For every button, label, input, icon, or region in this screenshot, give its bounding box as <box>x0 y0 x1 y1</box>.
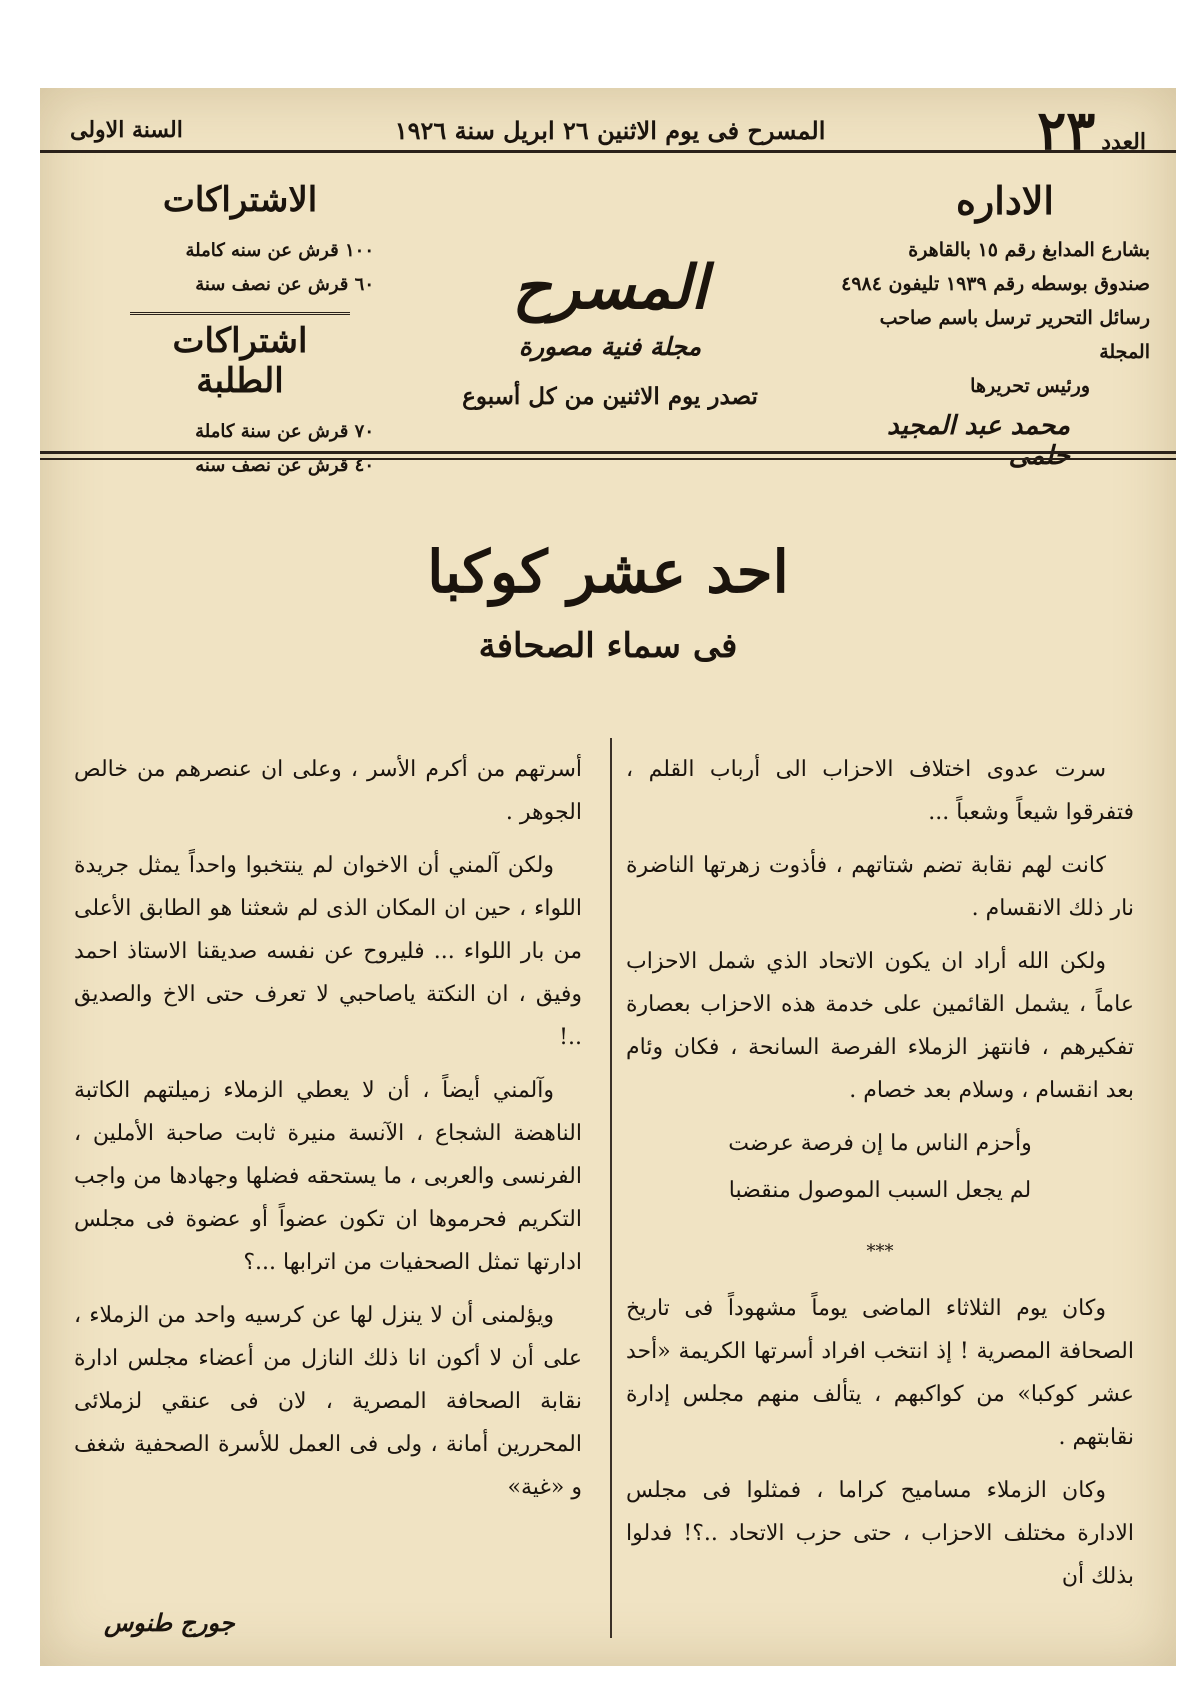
paragraph: وكان الزملاء مساميح كراما ، فمثلوا فى مجلس الادارة مختلف الاحزاب ، حتى حزب الاتحاد ..؟! فدلوا بذلك أن <box>626 1478 1134 1589</box>
paragraph: ويؤلمنى أن لا ينزل لها عن كرسيه واحد من الزملاء ، على أن لا أكون انا ذلك النازل من أعضاء مجلس ادارة نقابة الصحافة المصرية ، لان فى عنقي لزملائى المحررين أمانة ، ولى فى العمل للأسرة الصحفية شغف و «غية» <box>74 1303 582 1500</box>
subscriptions-heading: الاشتراكات <box>162 180 318 220</box>
paragraph: وكان يوم الثلاثاء الماضى يوماً مشهوداً فى تاريخ الصحافة المصرية ! إذ انتخب افراد أسرتها الكريمة «أحد عشر كوكبا» من كواكبهم ، يتألف منهم مجلس إدارة نقابتهم . <box>626 1296 1134 1450</box>
subscription-half-year: ٦٠ قرش عن نصف سنة <box>195 274 374 295</box>
verse-line: وأحزم الناس ما إن فرصة عرضت <box>728 1131 1032 1156</box>
paragraph: سرت عدوى اختلاف الاحزاب الى أرباب القلم ، فتفرقوا شيعاً وشعباً ... <box>626 757 1134 825</box>
magazine-logo: المسرح <box>512 253 708 323</box>
masthead <box>400 253 820 410</box>
article-title: احد عشر كوكبا <box>427 538 789 606</box>
students-subscription-half-year: ٤٠ قرش عن نصف سنه <box>195 455 374 476</box>
paragraph: ولكن الله أراد ان يكون الاتحاد الذي شمل الاحزاب عاماً ، يشمل القائمين على خدمة هذه الاحزاب بعصارة تفكيرهم ، فانتهز الزملاء الفرصة السانحة ، فكان وئام بعد انقسام ، وسلام بعد خصام . <box>626 949 1134 1103</box>
publication-frequency: تصدر يوم الاثنين من كل أسبوع <box>462 383 758 410</box>
editor-in-chief-line: ورئيس تحريرها <box>970 375 1090 397</box>
publication-date: المسرح فى يوم الاثنين ٢٦ ابريل سنة ١٩٢٦ <box>394 115 826 145</box>
article-column-left <box>74 748 582 1519</box>
column-divider <box>610 738 612 1638</box>
address-line: بشارع المدابغ رقم ١٥ بالقاهرة <box>908 239 1150 261</box>
students-subscriptions-heading: اشتراكات الطلبة <box>130 312 350 401</box>
paragraph: كانت لهم نقابة تضم شتاتهم ، فأذوت زهرتها الناضرة نار ذلك الانقسام . <box>626 853 1134 921</box>
paragraph: ولكن آلمني أن الاخوان لم ينتخبوا واحداً يمثل جريدة اللواء ، حين ان المكان الذى لم شعثنا هو الطابق الأعلى من بار اللواء ... فليروح عن نفسه صديقنا الاستاذ احمد وفيق ، ان النكتة ياصاحبي لا تعرف حتى الاخ والصديق ..! <box>74 853 582 1050</box>
subscriptions-block <box>80 180 400 483</box>
newspaper-page <box>40 88 1176 1666</box>
editor-signature: محمد عبد المجيد حلمى <box>887 411 1070 471</box>
masthead-rule <box>40 451 1176 454</box>
students-subscription-annual: ٧٠ قرش عن سنة كاملة <box>195 421 374 442</box>
masthead-rule-inner <box>40 458 1176 460</box>
section-separator: *** <box>866 1241 894 1262</box>
administration-block <box>830 178 1150 471</box>
paragraph: أسرتهم من أكرم الأسر ، وعلى ان عنصرهم من خالص الجوهر . <box>74 757 582 825</box>
paragraph: وآلمني أيضاً ، أن لا يعطي الزملاء زميلتهم الكاتبة الناهضة الشجاع ، الآنسة منيرة ثابت صاحبة الأملين ، الفرنسى والعربى ، ما يستحقه فضلها وجهادها من واجب التكريم فحرموها ان تكون عضواً أو عضوة فى مجلس ادارتها تمثل الصحفيات من اترابها ...؟ <box>74 1078 582 1275</box>
verse-line: لم يجعل السبب الموصول منقضبا <box>728 1178 1032 1203</box>
subscription-annual: ١٠٠ قرش عن سنه كاملة <box>185 240 374 261</box>
volume-year: السنة الاولى <box>70 117 183 143</box>
issue-number: العدد ٢٣ <box>1037 98 1146 162</box>
article-author: جورج طنوس <box>104 1608 235 1637</box>
correspondence-line: رسائل التحرير ترسل باسم صاحب المجلة <box>879 307 1150 363</box>
magazine-tagline: مجلة فنية مصورة <box>518 332 702 361</box>
top-rule <box>40 150 1176 153</box>
article-subtitle: فى سماء الصحافة <box>478 626 738 666</box>
administration-heading: الاداره <box>956 178 1054 223</box>
postbox-phone-line: صندوق بوسطه رقم ١٩٣٩ تليفون ٤٩٨٤ <box>841 273 1150 295</box>
article-column-right <box>626 748 1134 1608</box>
